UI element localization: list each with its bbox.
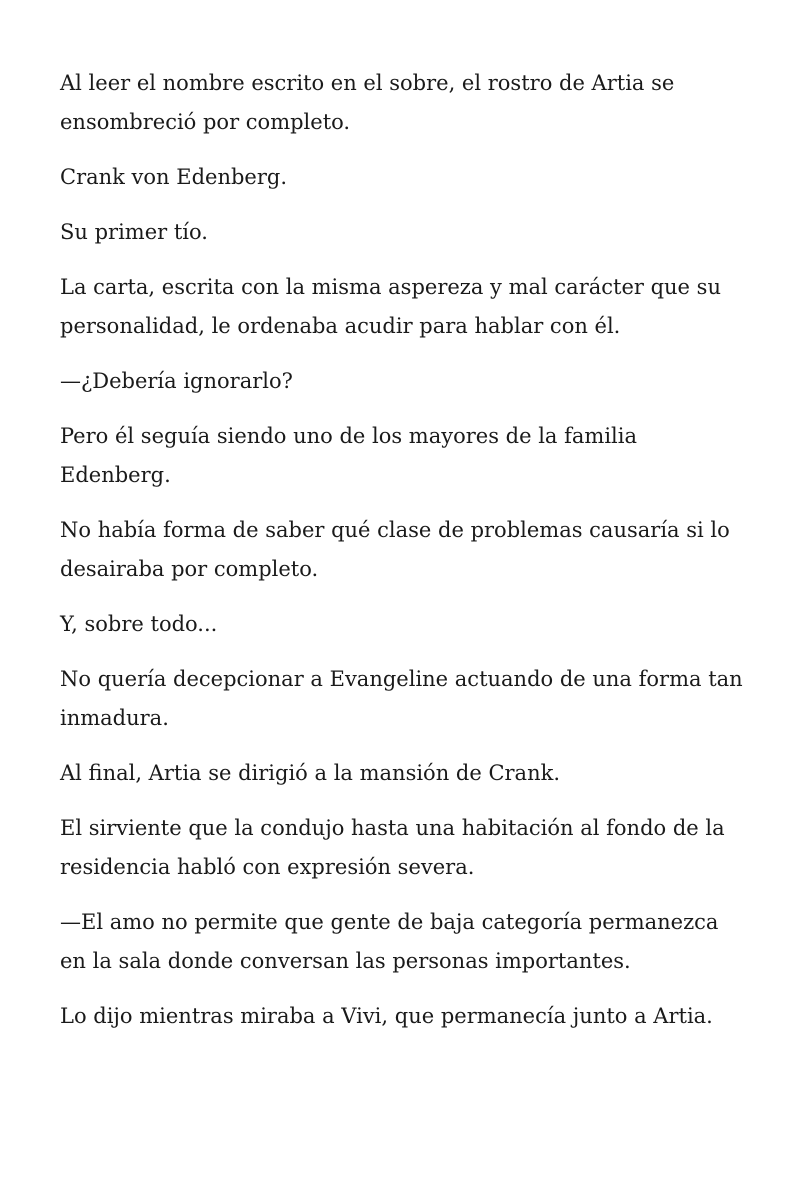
paragraph: Crank von Edenberg. (60, 165, 288, 189)
paragraph: Lo dijo mientras miraba a Vivi, que permanecía junto a Artia. (60, 1004, 713, 1028)
paragraph: Pero él seguía siendo uno de los mayores de la familia Edenberg. (60, 424, 637, 487)
paragraph: Y, sobre todo... (60, 612, 218, 636)
paragraph: Al final, Artia se dirigió a la mansión de Crank. (60, 761, 561, 785)
paragraph: La carta, escrita con la misma aspereza y mal carácter que su personalidad, le ordenaba acudir para hablar con él. (60, 275, 721, 338)
paragraph: Su primer tío. (60, 220, 208, 244)
paragraph: Al leer el nombre escrito en el sobre, el rostro de Artia se ensombreció por completo. (60, 71, 675, 134)
paragraph: No había forma de saber qué clase de problemas causaría si lo desairaba por completo. (60, 518, 730, 581)
paragraph: —El amo no permite que gente de baja categoría permanezca en la sala donde conversan las personas importantes. (60, 910, 719, 973)
paragraph: No quería decepcionar a Evangeline actuando de una forma tan inmadura. (60, 667, 743, 730)
paragraph: —¿Debería ignorarlo? (60, 369, 293, 393)
paragraph: El sirviente que la condujo hasta una habitación al fondo de la residencia habló con expresión severa. (60, 816, 725, 879)
document-body (60, 64, 750, 1052)
